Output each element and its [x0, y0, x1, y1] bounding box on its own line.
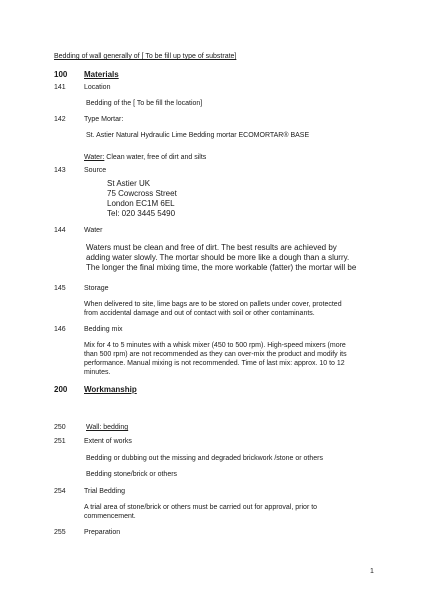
section-title: Workmanship	[84, 385, 137, 394]
clause-label: Trial Bedding	[84, 488, 125, 495]
clause-label: Preparation	[84, 529, 121, 536]
clause-text-line: Mix for 4 to 5 minutes with a whisk mixer (450 to 500 rpm). High-speed mixers (more	[84, 342, 346, 349]
clause-number: 145	[54, 285, 66, 292]
clause-text: Bedding or dubbing out the missing and degraded brickwork /stone or others	[86, 455, 323, 462]
section-number: 200	[54, 385, 68, 394]
clause-number: 255	[54, 529, 66, 536]
clause-text-line: The longer the final mixing time, the more workable (fatter) the mortar will be	[86, 263, 357, 272]
clause-number: 254	[54, 488, 66, 495]
clause-title: Wall: bedding	[86, 424, 129, 431]
water-note-text: Clean water, free of dirt and silts	[104, 154, 207, 161]
clause-label: Location	[84, 84, 111, 91]
clause-text-line: performance. Manual mixing is not recommended. Time of last mix: approx. 10 to 12	[84, 360, 345, 367]
clause-label: Extent of works	[84, 438, 132, 445]
address-line: St Astier UK	[107, 179, 151, 188]
clause-number: 250	[54, 424, 66, 431]
clause-text-line: Waters must be clean and free of dirt. The best results are achieved by	[86, 243, 337, 252]
clause-text: St. Astier Natural Hydraulic Lime Bedding mortar ECOMORTAR® BASE	[86, 132, 310, 139]
address-line: London EC1M 6EL	[107, 199, 175, 208]
document-heading: Bedding of wall generally of [ To be fill up type of substrate]	[54, 53, 237, 60]
water-note	[84, 153, 206, 162]
clause-label: Bedding mix	[84, 326, 123, 333]
page-number: 1	[370, 568, 374, 575]
clause-number: 144	[54, 227, 66, 234]
clause-text-line: minutes.	[84, 369, 111, 376]
address-line: Tel: 020 3445 5490	[107, 209, 176, 218]
clause-number: 142	[54, 116, 66, 123]
clause-label: Type Mortar:	[84, 116, 124, 123]
clause-number: 141	[54, 84, 66, 91]
section-title: Materials	[84, 70, 119, 79]
clause-text-line: A trial area of stone/brick or others must be carried out for approval, prior to	[84, 504, 318, 511]
clause-text-line: from accidental damage and out of contact with soil or other contaminants.	[84, 310, 315, 317]
clause-number: 251	[54, 438, 66, 445]
clause-text-line: than 500 rpm) are not recommended as they can over-mix the product and modify its	[84, 351, 347, 358]
clause-text: Bedding stone/brick or others	[86, 471, 178, 478]
section-number: 100	[54, 70, 68, 79]
clause-text-line: When delivered to site, lime bags are to be stored on pallets under cover, protected	[84, 301, 342, 308]
address-line: 75 Cowcross Street	[107, 189, 177, 198]
clause-label: Water	[84, 227, 103, 234]
clause-label: Storage	[84, 285, 109, 292]
clause-number: 146	[54, 326, 66, 333]
clause-number: 143	[54, 167, 66, 174]
clause-text-line: commencement.	[84, 513, 136, 520]
water-note-label: Water:	[84, 154, 105, 161]
clause-text-line: adding water slowly. The mortar should be more like a dough than a slurry.	[86, 253, 350, 262]
clause-text: Bedding of the [ To be fill the location]	[86, 100, 203, 107]
clause-label: Source	[84, 167, 107, 174]
